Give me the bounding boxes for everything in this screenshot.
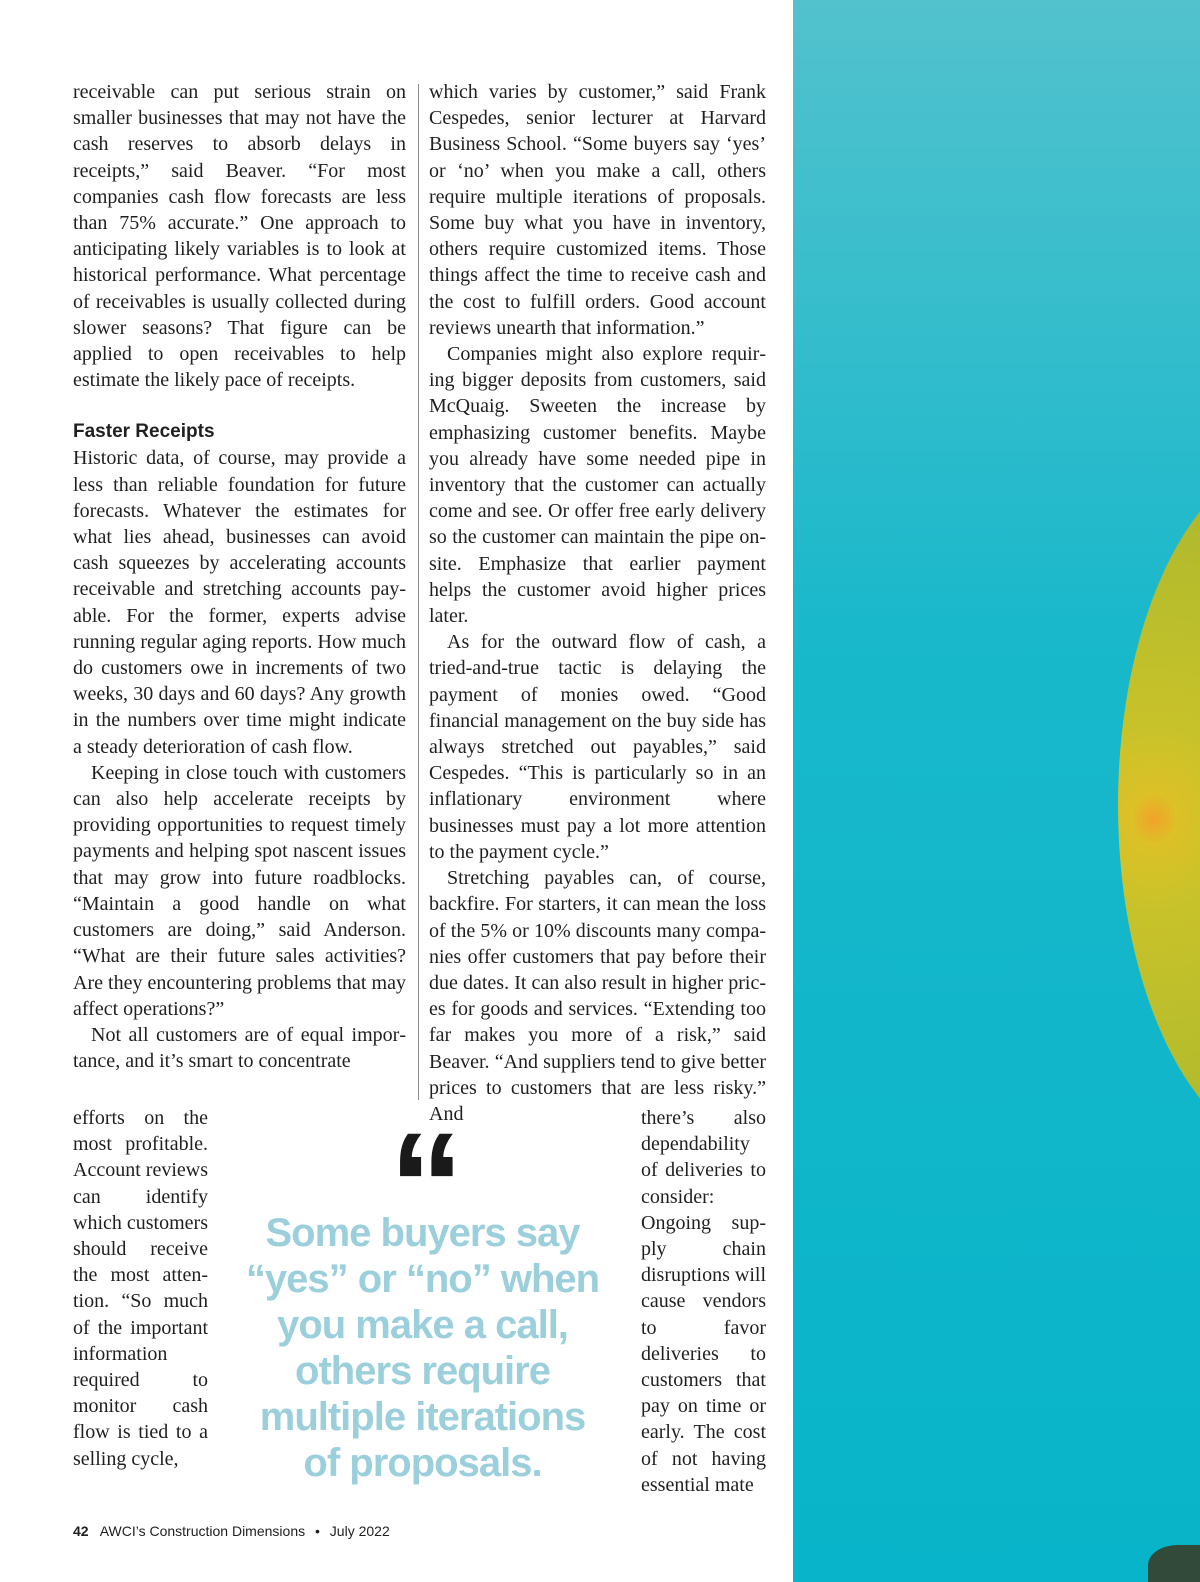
column-divider [418,84,419,1100]
section-heading: Faster Receipts [73,421,215,443]
article-wrap-right [641,1105,766,1498]
paragraph-continuation: efforts on the most profitable. Account reviews can identify which customers should receive the most attention. “So much of the important information required to monitor cash flow is tied to a selling cycle, [73,1107,208,1470]
article-wrap-left [73,1105,208,1472]
page-footer [73,1523,390,1539]
paragraph: which varies by customer,” said Frank Cespedes, senior lecturer at Harvard Business School. “Some buyers say ‘yes’ or ‘no’ when you make a call, others require multiple iterations of proposals. Some buy what you have in inventory, others require customized items. Those things affect the time to receive cash and the cost to fulfill orders. Good account reviews unearth that information.” [429,81,766,339]
paragraph: Companies might also explore requiring bigger deposits from customers, said McQuaig. Sweeten the increase by emphasizing customer benefits. Maybe you already have some needed pipe in inventory that the customer can actually come and see. Or offer free early delivery so the customer can maintain the pipe on-site. Emphasize that earlier payment helps the customer avoid higher prices later. [429,343,766,628]
pull-quote-text: Some buyers say “yes” or “no” when you make a call, others require multiple iterations of proposals. [245,1211,600,1485]
paragraph: Not all customers are of equal importance, and it’s smart to concentrate [73,1023,406,1073]
paragraph: Stretching payables can, of course, backfire. For starters, it can mean the loss of the 5% or 10% discounts many companies offer customers that pay before their due dates. It can also result in higher prices for goods and services. “Extending too far makes you more of a risk,” said Beaver. “And suppliers tend to give better prices to customers that are less risky.” And [429,867,766,1125]
page-number: 42 [73,1523,89,1539]
quote-mark-icon [240,1130,605,1210]
article-column-left [73,79,406,1074]
paragraph-continuation: there’s also dependability of deliveries to consider: Ongoing supply chain disruptions will cause vendors to favor deliveries to customers that pay on time or early. The cost of not having essential mate [641,1107,767,1496]
pull-quote [240,1130,605,1486]
paragraph: Historic data, of course, may provide a less than reliable foundation for future forecasts. Whatever the estimates for what lies ahead, businesses can avoid cash squeezes by accelerating accounts receivable and stretching accounts payable. For the former, experts advise running regular aging reports. How much do customers owe in increments of two weeks, 30 days and 60 days? Any growth in the numbers over time might indicate a steady deterioration of cash flow. [73,447,406,758]
yellow-ball-image [1118,455,1200,1155]
paragraph: As for the outward flow of cash, a tried-and-true tactic is delaying the payment of monies owed. “Good financial management on the buy side has always stretched out payables,” said Cespedes. “This is particularly so in an inflationary environment where businesses must pay a lot more attention to the payment cycle.” [429,631,766,863]
paragraph: Keeping in close touch with customers can also help accelerate receipts by providing opportunities to request timely payments and helping spot nascent issues that may grow into future roadblocks. “Maintain a good handle on what customers are doing,” said Anderson. “What are their future sales activities? Are they encountering problems that may affect operations?” [73,761,406,1020]
article-column-right [429,79,766,1127]
grass-detail [1148,1545,1200,1582]
photo-turquoise-background [793,0,1200,1582]
footer-separator: • [315,1523,320,1539]
paragraph: receivable can put serious strain on smaller businesses that may not have the cash reserves to absorb delays in receipts,” said Beaver. “For most companies cash flow forecasts are less than 75% accurate.” One approach to anticipating likely variables is to look at historical performance. What percentage of receivables is usually collected during slower seasons? That figure can be applied to open receivables to help estimate the likely pace of receipts. [73,81,406,392]
publication-name: AWCI’s Construction Dimensions [99,1523,306,1539]
issue-date: July 2022 [329,1523,390,1539]
